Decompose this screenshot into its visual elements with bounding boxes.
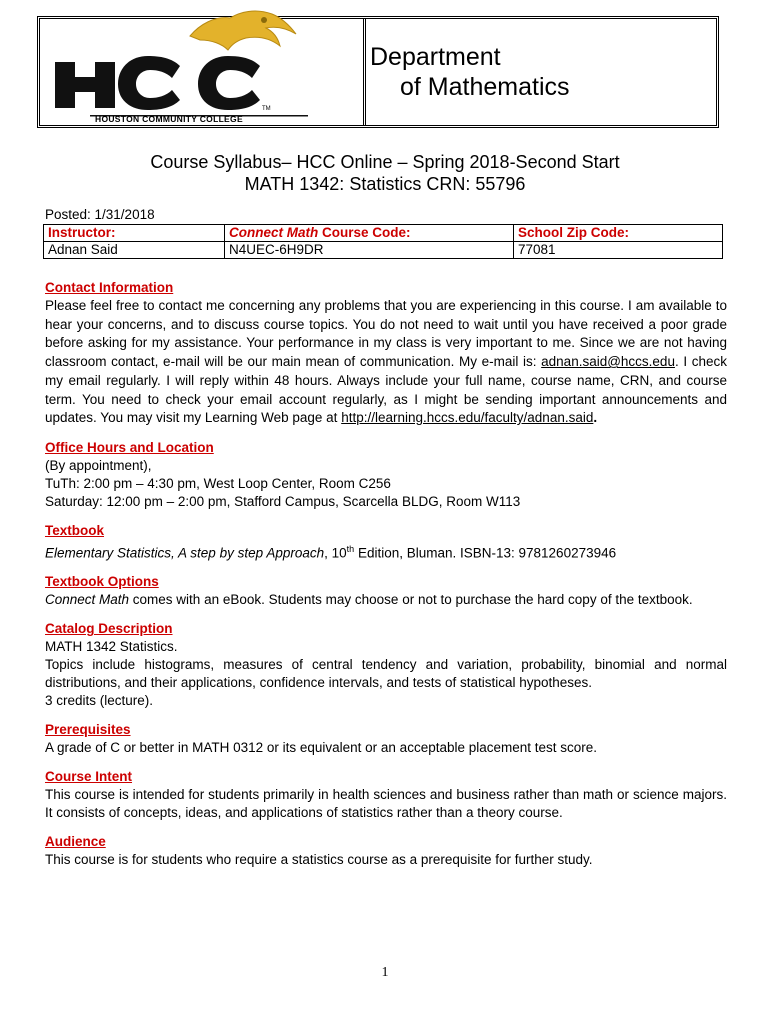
textbook-options-text: Connect Math comes with an eBook. Students may choose or not to purchase the hard copy of the textbook.	[45, 592, 693, 608]
course-title: MATH 1342: Statistics CRN: 55796	[244, 174, 526, 194]
hcc-logo	[50, 6, 320, 122]
syllabus-content	[45, 279, 727, 880]
prerequisites-heading: Prerequisites	[45, 722, 131, 738]
textbook-text: Elementary Statistics, A step by step Approach, 10th Edition, Bluman. ISBN-13: 9781260273946	[45, 543, 617, 561]
office-line-2: TuTh: 2:00 pm – 4:30 pm, West Loop Center, Room C256	[45, 475, 391, 491]
office-hours-heading: Office Hours and Location	[45, 439, 214, 455]
connect-math-label: Course Code:	[318, 225, 411, 240]
email-link[interactable]: adnan.said@hccs.edu	[541, 354, 675, 370]
connect-math-label-italic: Connect Math	[229, 225, 319, 240]
logo-subtitle: HOUSTON COMMUNITY COLLEGE	[95, 114, 243, 122]
zip-label: School Zip Code:	[518, 225, 629, 240]
catalog-line-3: 3 credits (lecture).	[45, 693, 154, 709]
syllabus-title: Course Syllabus– HCC Online – Spring 2018-Second Start	[150, 152, 620, 172]
section-prerequisites	[45, 721, 727, 757]
learning-web-link[interactable]: http://learning.hccs.edu/faculty/adnan.said	[341, 410, 594, 426]
department-line-2: of Mathematics	[400, 73, 570, 101]
logo-letter-c1	[118, 56, 180, 110]
office-line-3: Saturday: 12:00 pm – 2:00 pm, Stafford Campus, Scarcella BLDG, Room W113	[45, 493, 521, 509]
section-office-hours	[45, 439, 727, 511]
prerequisites-text: A grade of C or better in MATH 0312 or its equivalent or an acceptable placement test score.	[45, 740, 598, 756]
page-number: 1	[381, 965, 389, 980]
info-table	[43, 224, 723, 259]
instructor-label: Instructor:	[48, 225, 116, 240]
textbook-heading: Textbook	[45, 522, 105, 538]
eagle-icon	[190, 11, 296, 50]
catalog-heading: Catalog Description	[45, 621, 173, 637]
section-audience	[45, 833, 727, 869]
audience-text: This course is for students who require a statistics course as a prerequisite for further study.	[45, 852, 593, 868]
department-line-1: Department	[370, 43, 501, 71]
connect-math-value: N4UEC-6H9DR	[225, 242, 514, 259]
textbook-options-heading: Textbook Options	[45, 574, 159, 590]
header-divider	[363, 19, 366, 125]
department-title	[370, 42, 570, 102]
office-line-1: (By appointment),	[45, 457, 152, 473]
section-catalog	[45, 620, 727, 710]
contact-heading: Contact Information	[45, 280, 174, 295]
zip-value: 77081	[514, 242, 723, 259]
logo-letter-c2	[198, 56, 260, 110]
section-textbook	[45, 522, 727, 563]
svg-text:TM: TM	[262, 106, 271, 112]
section-course-intent	[45, 768, 727, 822]
catalog-line-2: Topics include histograms, measures of central tendency and variation, probability, binomial and normal distributions, and their applications, confidence intervals, and tests of statistical hypotheses.	[45, 657, 727, 691]
audience-heading: Audience	[45, 834, 106, 850]
section-contact	[45, 279, 727, 428]
posted-date: Posted: 1/31/2018	[45, 207, 155, 222]
course-intent-text: This course is intended for students primarily in health sciences and business rather than math or science majors. It consists of concepts, ideas, and applications of statistics rather than a theory course.	[45, 787, 727, 821]
section-textbook-options	[45, 573, 727, 609]
contact-text: Please feel free to contact me concerning any problems that you are experiencing in this course. I am available to hear your concerns, and to discuss course topics. You do not need to wait until you have received a poor grade before asking for my assistance. Your performance in my class is very important to me. Since we are not having classroom contact, e-mail will be our main mean of communication. My e-mail is: adnan.said@hccs.edu. I check my email regularly. I will reply within 48 hours. Always include your full name, course name, CRN, and course term. You need to check your email account regularly, as I might be sending important announcements and updates. You may visit my Learning Web page at http://learning.hccs.edu/faculty/adnan.said.	[45, 298, 727, 426]
catalog-line-1: MATH 1342 Statistics.	[45, 639, 178, 655]
instructor-value: Adnan Said	[44, 242, 225, 259]
course-intent-heading: Course Intent	[45, 769, 133, 785]
logo-letter-h	[55, 62, 115, 108]
